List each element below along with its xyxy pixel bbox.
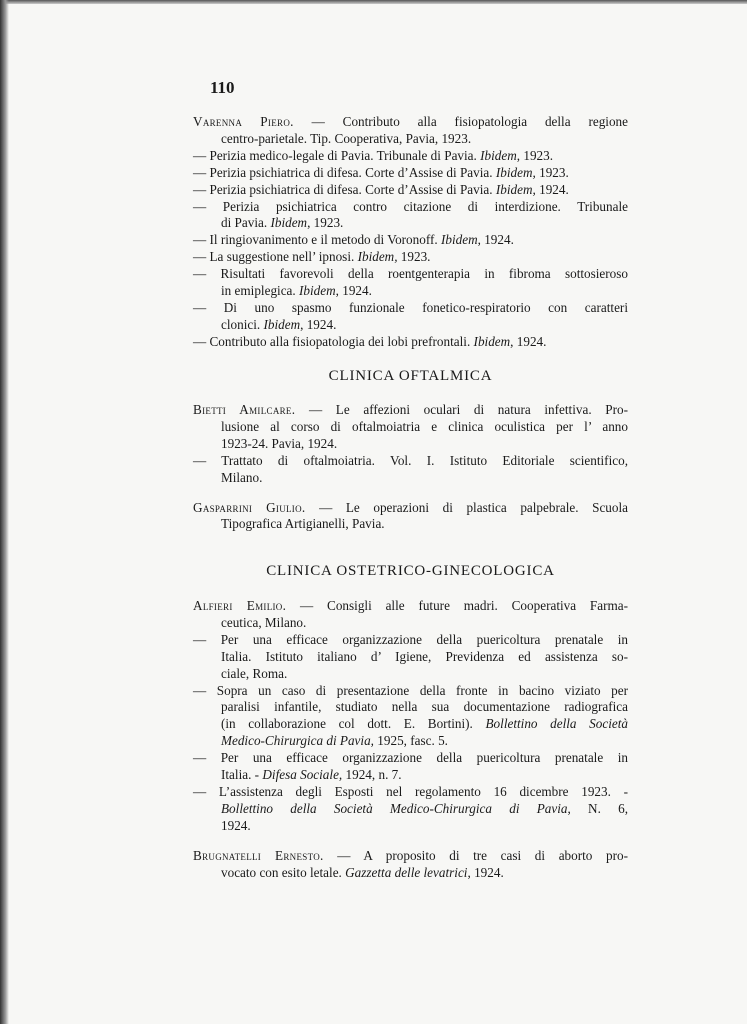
bibliography-entry — [193, 249, 628, 266]
entry-line — [193, 249, 628, 266]
text: — Sopra un caso di presentazione della fronte in bacino viziato per — [193, 682, 628, 698]
entry-line — [193, 801, 628, 818]
text: Milano. — [221, 469, 263, 485]
entry-line — [193, 114, 628, 131]
author-name: Varenna Piero. — [193, 114, 294, 129]
entry-line — [193, 615, 628, 632]
citation-italic: Ibidem, — [495, 181, 536, 197]
entry-line — [193, 436, 628, 453]
entry-line — [193, 699, 628, 716]
entry-line — [193, 767, 628, 784]
text: Italia. - — [221, 767, 263, 783]
citation-italic: Medico-Chirurgica di Pavia, — [221, 733, 374, 749]
entry-line — [193, 334, 628, 351]
entry-line — [193, 500, 628, 517]
text: 1923. — [535, 164, 569, 180]
text: , 1923. — [307, 215, 344, 231]
bibliography-entry — [193, 165, 628, 182]
text: vocato con esito letale. — [221, 864, 346, 880]
text: ceutica, Milano. — [221, 614, 307, 630]
entry-line — [193, 470, 628, 487]
bibliography-entry — [193, 300, 628, 334]
citation-italic: Bollettino della Società — [485, 716, 628, 732]
citation-italic: Ibidem — [473, 333, 511, 349]
text: centro-parietale. Tip. Cooperativa, Pavia, 1923. — [221, 130, 472, 146]
text: di Pavia. — [221, 215, 271, 231]
entry-line — [193, 683, 628, 700]
text: — Perizia medico-legale di Pavia. Tribunale di Pavia. — [193, 147, 481, 163]
text: ciale, Roma. — [221, 665, 288, 681]
text: 1924, n. 7. — [342, 767, 402, 783]
text: , 1924. — [300, 316, 337, 332]
entry-line — [193, 215, 628, 232]
entry-line — [193, 750, 628, 767]
bibliography-entry — [193, 500, 628, 534]
entry-line — [193, 666, 628, 683]
section-heading-oftalmica: CLINICA OFTALMICA — [328, 368, 493, 384]
entry-line — [193, 165, 628, 182]
entry-line — [193, 453, 628, 470]
entry-line — [193, 317, 628, 334]
text: — Per una efficace organizzazione della puericoltura prenatale in — [193, 631, 628, 647]
text: 1924. — [535, 181, 569, 197]
entry-line — [193, 283, 628, 300]
section-clinica-ostetrico-ginecologica — [193, 598, 628, 882]
entry-line — [193, 598, 628, 615]
bibliography-entry — [193, 402, 628, 453]
entry-line — [193, 848, 628, 865]
text: — Contributo alla fisiopatologia della regione — [293, 114, 628, 129]
author-name: Alfieri Emilio. — [193, 598, 287, 613]
section-heading-ostetrico: CLINICA OSTETRICO-GINECOLOGICA — [266, 563, 555, 579]
text: — L’assistenza degli Esposti nel regolamento 16 dicembre 1923. - — [193, 783, 628, 799]
text: , 1924. — [477, 232, 514, 248]
text: Italia. Istituto italiano d’ Igiene, Previdenza ed assistenza so- — [221, 648, 628, 664]
entry-line — [193, 716, 628, 733]
citation-italic: Ibidem — [440, 232, 478, 248]
entry-line — [193, 131, 628, 148]
citation-italic: Ibidem, — [495, 164, 536, 180]
bibliography-entry — [193, 199, 628, 233]
entry-line — [193, 199, 628, 216]
page-number: 110 — [210, 78, 235, 97]
text: — Perizia psichiatrica di difesa. Corte d’Assise di Pavia. — [193, 164, 496, 180]
text: 1924. — [221, 817, 251, 833]
text: — Perizia psichiatrica di difesa. Corte d’Assise di Pavia. — [193, 181, 496, 197]
entry-line — [193, 232, 628, 249]
text: , 1923. — [516, 147, 554, 163]
text: — Risultati favorevoli della roentgenterapia in fibroma sottosieroso — [193, 266, 628, 282]
entry-line — [193, 733, 628, 750]
citation-italic: Bollettino della Società Medico-Chirurgica di Pavia — [221, 800, 568, 816]
text: — Per una efficace organizzazione della puericoltura prenatale in — [193, 750, 628, 766]
entry-line — [193, 402, 628, 419]
citation-italic: Ibidem, — [357, 249, 398, 265]
scan-edge-left — [0, 0, 9, 1024]
entry-line — [193, 784, 628, 801]
text: , N. 6, — [567, 800, 628, 816]
author-name: Brugnatelli Ernesto. — [193, 847, 324, 863]
entry-line — [193, 182, 628, 199]
citation-italic: Ibidem — [270, 215, 308, 231]
text: in emiplegica. — [221, 283, 299, 299]
bibliography-entry — [193, 598, 628, 632]
text: paralisi infantile, studiato nella sua documentazione radiografica — [221, 699, 628, 715]
text: , 1924. — [335, 283, 372, 299]
author-name: Gasparrini Giulio. — [193, 499, 306, 515]
text: — Di uno spasmo funzionale fonetico-respiratorio con caratteri — [193, 299, 628, 315]
entry-line — [193, 649, 628, 666]
text: — Perizia psichiatrica contro citazione di interdizione. Tribunale — [193, 198, 628, 214]
entry-line — [193, 148, 628, 165]
text: — Le affezioni oculari di natura infettiva. Pro- — [295, 402, 628, 417]
citation-italic: Ibidem — [263, 316, 301, 332]
text: — A proposito di tre casi di aborto pro- — [323, 847, 628, 863]
bibliography-entry — [193, 453, 628, 487]
bibliography-entry — [193, 632, 628, 683]
entry-line — [193, 865, 628, 882]
text: — Le operazioni di plastica palpebrale. Scuola — [305, 499, 629, 515]
entry-line — [193, 516, 628, 533]
section-clinica-oftalmica — [193, 402, 628, 533]
bibliography-entry — [193, 683, 628, 751]
text: Tipografica Artigianelli, Pavia. — [221, 516, 385, 532]
text: — Consigli alle future madri. Cooperativa Farma- — [286, 598, 628, 613]
citation-italic: Ibidem — [299, 283, 336, 299]
bibliography-entry — [193, 114, 628, 148]
citation-italic: Ibidem — [480, 147, 517, 163]
bibliography-entry — [193, 182, 628, 199]
bibliography-entry — [193, 266, 628, 300]
author-name: Bietti Amilcare. — [193, 402, 296, 417]
scan-edge-top — [0, 0, 747, 4]
text: — Contributo alla fisiopatologia dei lobi prefrontali. — [193, 333, 474, 349]
text: , 1924. — [467, 864, 504, 880]
text: 1923-24. Pavia, 1924. — [221, 435, 338, 451]
entry-line — [193, 266, 628, 283]
text: — Il ringiovanimento e il metodo di Voronoff. — [193, 232, 441, 248]
citation-italic: Difesa Sociale, — [262, 767, 343, 783]
text: clonici. — [221, 316, 264, 332]
bibliography-entry — [193, 334, 628, 351]
text: — Trattato di oftalmoiatria. Vol. I. Istituto Editoriale scientifico, — [193, 452, 628, 468]
text: lusione al corso di oftalmoiatria e clinica oculistica per l’ anno — [221, 418, 628, 434]
bibliography-entry — [193, 232, 628, 249]
text: 1925, fasc. 5. — [373, 733, 448, 749]
section-varenna — [193, 114, 628, 351]
bibliography-entry — [193, 848, 628, 882]
text: , 1924. — [510, 333, 547, 349]
text: — La suggestione nell’ ipnosi. — [193, 249, 358, 265]
text: (in collaborazione col dott. E. Bortini). — [221, 716, 486, 732]
bibliography-entry — [193, 148, 628, 165]
citation-italic: Gazzetta delle levatrici — [345, 864, 468, 880]
bibliography-entry — [193, 750, 628, 784]
bibliography-entry — [193, 784, 628, 835]
entry-line — [193, 300, 628, 317]
text: 1923. — [397, 249, 431, 265]
entry-line — [193, 632, 628, 649]
entry-line — [193, 818, 628, 835]
entry-line — [193, 419, 628, 436]
